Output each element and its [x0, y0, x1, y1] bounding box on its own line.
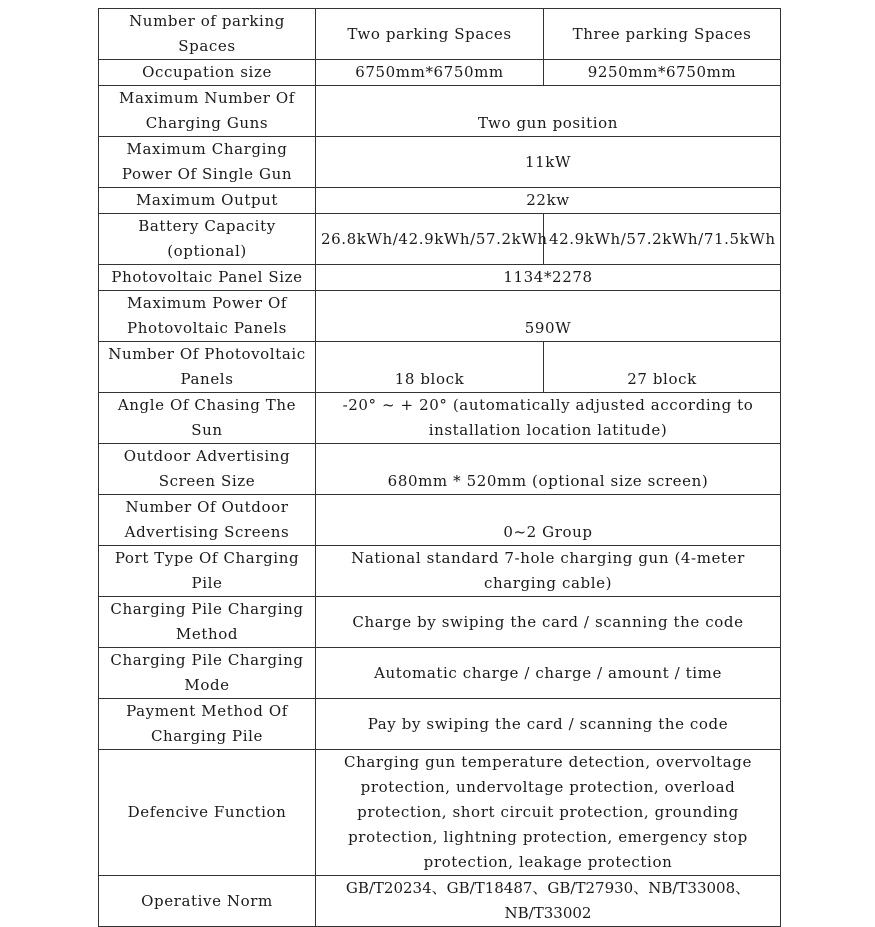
row-value: 11kW [316, 137, 781, 188]
table-row [99, 188, 781, 214]
header-row [99, 9, 781, 60]
table-row [99, 265, 781, 291]
table-row [99, 495, 781, 546]
row-label: Angle Of Chasing The Sun [99, 393, 316, 444]
value-two-spaces: 18 block [316, 342, 544, 393]
table-row [99, 750, 781, 876]
row-value: 590W [316, 291, 781, 342]
header-three-spaces: Three parking Spaces [544, 9, 781, 60]
table-row [99, 137, 781, 188]
table-row [99, 86, 781, 137]
row-value: 0~2 Group [316, 495, 781, 546]
row-label: Maximum Charging Power Of Single Gun [99, 137, 316, 188]
table-row [99, 291, 781, 342]
table-row [99, 699, 781, 750]
table-row [99, 444, 781, 495]
row-label: Photovoltaic Panel Size [99, 265, 316, 291]
header-label-cell: Number of parking Spaces [99, 9, 316, 60]
table-row [99, 597, 781, 648]
row-label: Port Type Of Charging Pile [99, 546, 316, 597]
row-value: GB/T20234、GB/T18487、GB/T27930、NB/T33008、NB/T33002 [316, 876, 781, 927]
row-label: Number Of Outdoor Advertising Screens [99, 495, 316, 546]
table-row [99, 648, 781, 699]
row-label: Payment Method Of Charging Pile [99, 699, 316, 750]
value-three-spaces: 42.9kWh/57.2kWh/71.5kWh [544, 214, 781, 265]
row-value: Automatic charge / charge / amount / time [316, 648, 781, 699]
table-row [99, 546, 781, 597]
row-value: -20° ~ + 20° (automatically adjusted according to installation location latitude) [316, 393, 781, 444]
row-label: Charging Pile Charging Mode [99, 648, 316, 699]
row-value: 680mm * 520mm (optional size screen) [316, 444, 781, 495]
header-two-spaces: Two parking Spaces [316, 9, 544, 60]
row-label: Occupation size [99, 60, 316, 86]
row-label: Defencive Function [99, 750, 316, 876]
row-label: Battery Capacity (optional) [99, 214, 316, 265]
row-label: Maximum Power Of Photovoltaic Panels [99, 291, 316, 342]
table-row [99, 342, 781, 393]
row-value: 22kw [316, 188, 781, 214]
value-two-spaces: 26.8kWh/42.9kWh/57.2kWh [316, 214, 544, 265]
table-row [99, 60, 781, 86]
row-label: Outdoor Advertising Screen Size [99, 444, 316, 495]
row-value: 1134*2278 [316, 265, 781, 291]
value-two-spaces: 6750mm*6750mm [316, 60, 544, 86]
row-label: Maximum Output [99, 188, 316, 214]
row-value: Charge by swiping the card / scanning the code [316, 597, 781, 648]
row-value: Charging gun temperature detection, overvoltage protection, undervoltage protection, overload protection, short circuit protection, grounding protection, lightning protection, emergency stop protection, leakage protection [316, 750, 781, 876]
value-three-spaces: 9250mm*6750mm [544, 60, 781, 86]
row-label: Maximum Number Of Charging Guns [99, 86, 316, 137]
row-label: Charging Pile Charging Method [99, 597, 316, 648]
row-value: Pay by swiping the card / scanning the code [316, 699, 781, 750]
specification-table [98, 8, 781, 927]
row-label: Number Of Photovoltaic Panels [99, 342, 316, 393]
row-value: Two gun position [316, 86, 781, 137]
row-value: National standard 7-hole charging gun (4-meter charging cable) [316, 546, 781, 597]
row-label: Operative Norm [99, 876, 316, 927]
table-row [99, 876, 781, 927]
table-row [99, 393, 781, 444]
table-row [99, 214, 781, 265]
value-three-spaces: 27 block [544, 342, 781, 393]
